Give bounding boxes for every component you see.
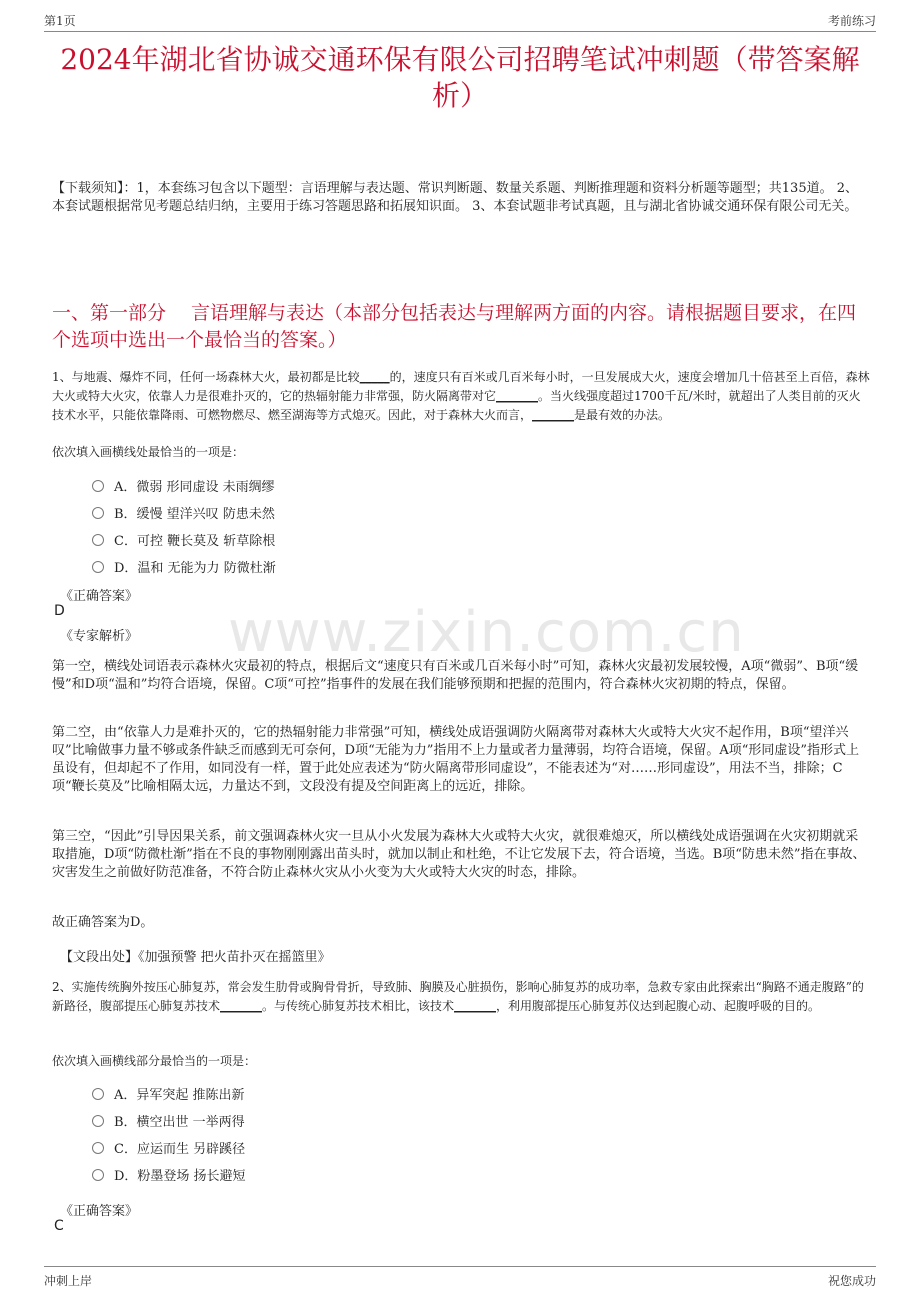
option-d[interactable] <box>92 553 276 580</box>
option-label: A．异军突起 推陈出新 <box>114 1088 245 1103</box>
stem-text: 1、与地震、爆炸不同，任何一场森林大火，最初都是比较 <box>52 370 360 384</box>
document-title: 2024年湖北省协诚交通环保有限公司招聘笔试冲刺题（带答案解析） <box>60 43 860 112</box>
answer-value: C <box>54 1218 64 1234</box>
question-2-stem <box>52 978 870 1016</box>
option-a[interactable] <box>92 472 276 499</box>
radio-icon[interactable] <box>92 1088 104 1100</box>
blank-2: _______ <box>454 999 497 1013</box>
option-label: D．粉墨登场 扬长避短 <box>114 1169 246 1184</box>
stem-text: 。当火线强度超过1700千瓦/米时，就超出了人类目前的灭火技术水平，只能依靠降雨、可燃物燃尽、燃至湖海等方式熄灭。因此，对于森林大火而言， <box>52 389 861 422</box>
analysis-paragraph-2: 第二空，由“依靠人力是难扑灭的，它的热辐射能力非常强”可知，横线处成语强调防火隔离带对森林大火或特大火灾不起作用，B项“望洋兴叹”比喻做事力量不够或条件缺乏而感到无可奈何，D项“无能为力”指用不上力量或者力量薄弱，均符合语境，保留。A项“形同虚设”指形式上虽设有，但却起不了作用，如同没有一样，置于此处应表述为“防火隔离带形同虚设”，不能表述为“对……形同虚设”，用法不当，排除；C项“鞭长莫及”比喻相隔太远，力量达不到，文段没有提及空间距离上的远近，排除。 <box>52 725 860 794</box>
question-1-stem <box>52 368 870 425</box>
question-1-options <box>92 472 276 580</box>
blank-1: _____ <box>359 370 390 384</box>
passage-source: 【文段出处】《加强预警 把火苗扑灭在摇篮里》 <box>60 950 331 965</box>
stem-text: ，利用腹部提压心肺复苏仪达到起腹心动、起腹呼吸的目的。 <box>496 999 821 1013</box>
answer-value: D <box>54 603 65 619</box>
stem-text: 是最有效的办法。 <box>574 408 671 422</box>
stem-text: 的，速度只有百米或几百米每小时，一旦发展成大火，速度会增加几十倍甚至上百倍，森林大火或特大火灾，依靠人力是很难扑灭的，它的热辐射能力非常强，防火隔离带对它 <box>52 370 870 403</box>
footer-divider <box>44 1266 876 1267</box>
radio-icon[interactable] <box>92 1142 104 1154</box>
radio-icon[interactable] <box>92 1169 104 1181</box>
option-c[interactable] <box>92 1134 246 1161</box>
blank-1: _______ <box>220 999 263 1013</box>
option-b[interactable] <box>92 1107 246 1134</box>
option-d[interactable] <box>92 1161 246 1188</box>
radio-icon[interactable] <box>92 1115 104 1127</box>
header-divider <box>44 31 876 32</box>
watermark: www.zixin.com.cn <box>228 600 745 665</box>
radio-icon[interactable] <box>92 480 104 492</box>
option-label: A．微弱 形同虚设 未雨绸缪 <box>114 480 275 495</box>
footer-left: 冲刺上岸 <box>44 1274 93 1288</box>
option-label: D．温和 无能为力 防微杜渐 <box>114 561 276 576</box>
page-number: 第1页 <box>44 14 76 28</box>
stem-text: 。与传统心肺复苏技术相比，该技术 <box>262 999 455 1013</box>
question-2-options <box>92 1080 246 1188</box>
footer-right: 祝您成功 <box>827 1274 876 1288</box>
question-2-prompt: 依次填入画横线部分最恰当的一项是： <box>52 1054 257 1068</box>
answer-label: 《正确答案》 <box>60 1204 139 1219</box>
option-a[interactable] <box>92 1080 246 1107</box>
option-label: B．横空出世 一举两得 <box>114 1115 245 1130</box>
option-c[interactable] <box>92 526 276 553</box>
question-1-prompt: 依次填入画横线处最恰当的一项是： <box>52 445 245 459</box>
option-label: B．缓慢 望洋兴叹 防患未然 <box>114 507 275 522</box>
blank-3: _______ <box>532 408 575 422</box>
answer-label: 《正确答案》 <box>60 589 139 604</box>
option-b[interactable] <box>92 499 276 526</box>
header-tag: 考前练习 <box>827 14 876 28</box>
download-notice: 【下载须知】：1，本套练习包含以下题型：言语理解与表达题、常识判断题、数量关系题、判断推理题和资料分析题等题型；共135道。 2、本套试题根据常见考题总结归纳，主要用于练习答题思路和拓展知识面。 3、本套试题非考试真题，且与湖北省协诚交通环保有限公司无关。 <box>52 181 858 214</box>
stem-text: 2、实施传统胸外按压心肺复苏，常会发生肋骨或胸骨骨折，导致肺、胸膜及心脏损伤，影响心肺复苏的成功率，急救专家由此探索出“胸路不通走腹路”的新路径，腹部提压心肺复苏技术 <box>52 980 864 1013</box>
radio-icon[interactable] <box>92 534 104 546</box>
option-label: C．应运而生 另辟蹊径 <box>114 1142 246 1157</box>
section-heading: 一、第一部分 言语理解与表达（本部分包括表达与理解两方面的内容。请根据题目要求，在四个选项中选出一个最恰当的答案。） <box>52 302 857 351</box>
radio-icon[interactable] <box>92 507 104 519</box>
option-label: C．可控 鞭长莫及 斩草除根 <box>114 534 276 549</box>
analysis-conclusion: 故正确答案为D。 <box>52 915 154 930</box>
analysis-label: 《专家解析》 <box>60 629 139 644</box>
radio-icon[interactable] <box>92 561 104 573</box>
analysis-paragraph-1: 第一空，横线处词语表示森林火灾最初的特点，根据后文“速度只有百米或几百米每小时”可知，森林火灾最初发展较慢，A项“微弱”、B项“缓慢”和D项“温和”均符合语境，保留。C项“可控”指事件的发展在我们能够预期和把握的范围内，符合森林火灾初期的特点，保留。 <box>52 659 859 692</box>
analysis-paragraph-3: 第三空，“因此”引导因果关系，前文强调森林火灾一旦从小火发展为森林大火或特大火灾，就很难熄灭，所以横线处成语强调在火灾初期就采取措施，D项“防微杜渐”指在不良的事物刚刚露出苗头时，就加以制止和杜绝，不让它发展下去，符合语境，当选。B项“防患未然”指在事故、灾害发生之前做好防范准备，不符合防止森林火灾从小火变为大火或特大火灾的时态，排除。 <box>52 829 866 880</box>
blank-2: _______ <box>496 389 539 403</box>
